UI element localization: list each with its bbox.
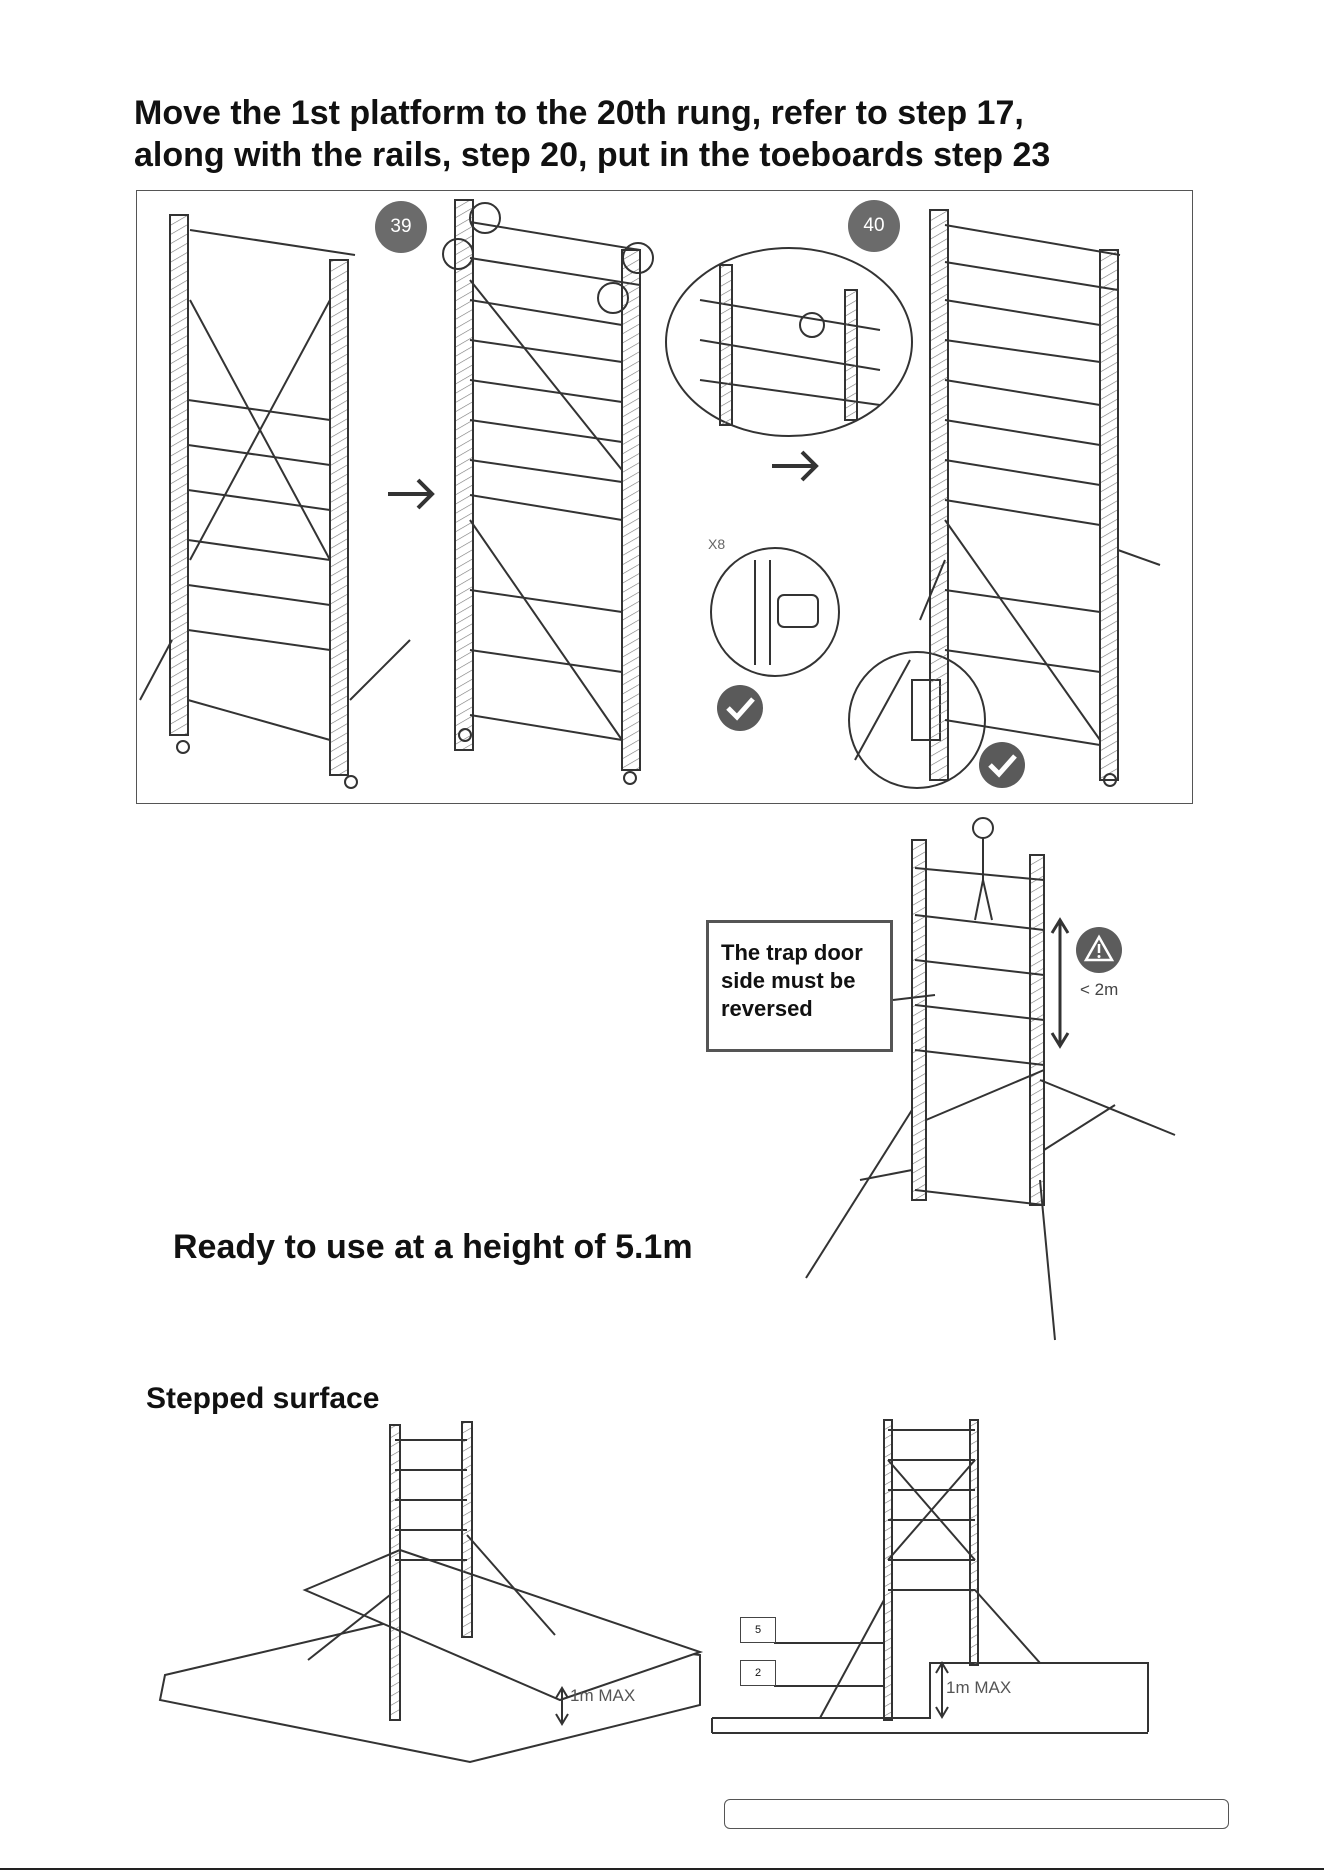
stepped-surface-left <box>160 1422 700 1762</box>
footer-box <box>724 1799 1229 1829</box>
check-icon <box>717 685 763 731</box>
detail-toeboard <box>849 652 985 788</box>
heading-line-1: Move the 1st platform to the 20th rung, refer to step 17, <box>134 94 1024 132</box>
bottom-rule <box>0 1868 1324 1870</box>
step-40-badge: 40 <box>848 200 900 252</box>
warning-triangle-icon <box>1076 927 1122 973</box>
rung-number-box-lower: 2 <box>740 1660 776 1686</box>
detail-clamp <box>711 548 839 676</box>
heading-line-2: along with the rails, step 20, put in the toeboards step 23 <box>134 136 1051 174</box>
scaffold-step-40 <box>920 210 1160 786</box>
max-height-label-left: 1m MAX <box>570 1686 636 1705</box>
callout-line-1: The trap door <box>721 940 863 965</box>
check-icon-2 <box>979 742 1025 788</box>
stepped-surface-title: Stepped surface <box>146 1382 380 1415</box>
arrow-right-icon <box>388 480 432 508</box>
callout-line-3: reversed <box>721 996 813 1021</box>
scaffold-step-39-result <box>443 200 653 784</box>
max-height-label-right: 1m MAX <box>946 1678 1012 1697</box>
quantity-label: X8 <box>708 536 726 552</box>
trap-door-callout <box>706 920 893 1052</box>
callout-line-2: side must be <box>721 968 856 993</box>
stepped-surface-right <box>712 1420 1148 1733</box>
ready-height-text: Ready to use at a height of 5.1m <box>173 1228 693 1266</box>
arrow-right-icon-2 <box>772 452 816 480</box>
scaffold-full-height <box>806 818 1175 1340</box>
height-limit-label: < 2m <box>1080 980 1119 999</box>
detail-guardrail <box>666 248 912 436</box>
scaffold-step-39 <box>140 215 410 788</box>
step-39-badge: 39 <box>375 201 427 253</box>
rung-number-box-upper: 5 <box>740 1617 776 1643</box>
